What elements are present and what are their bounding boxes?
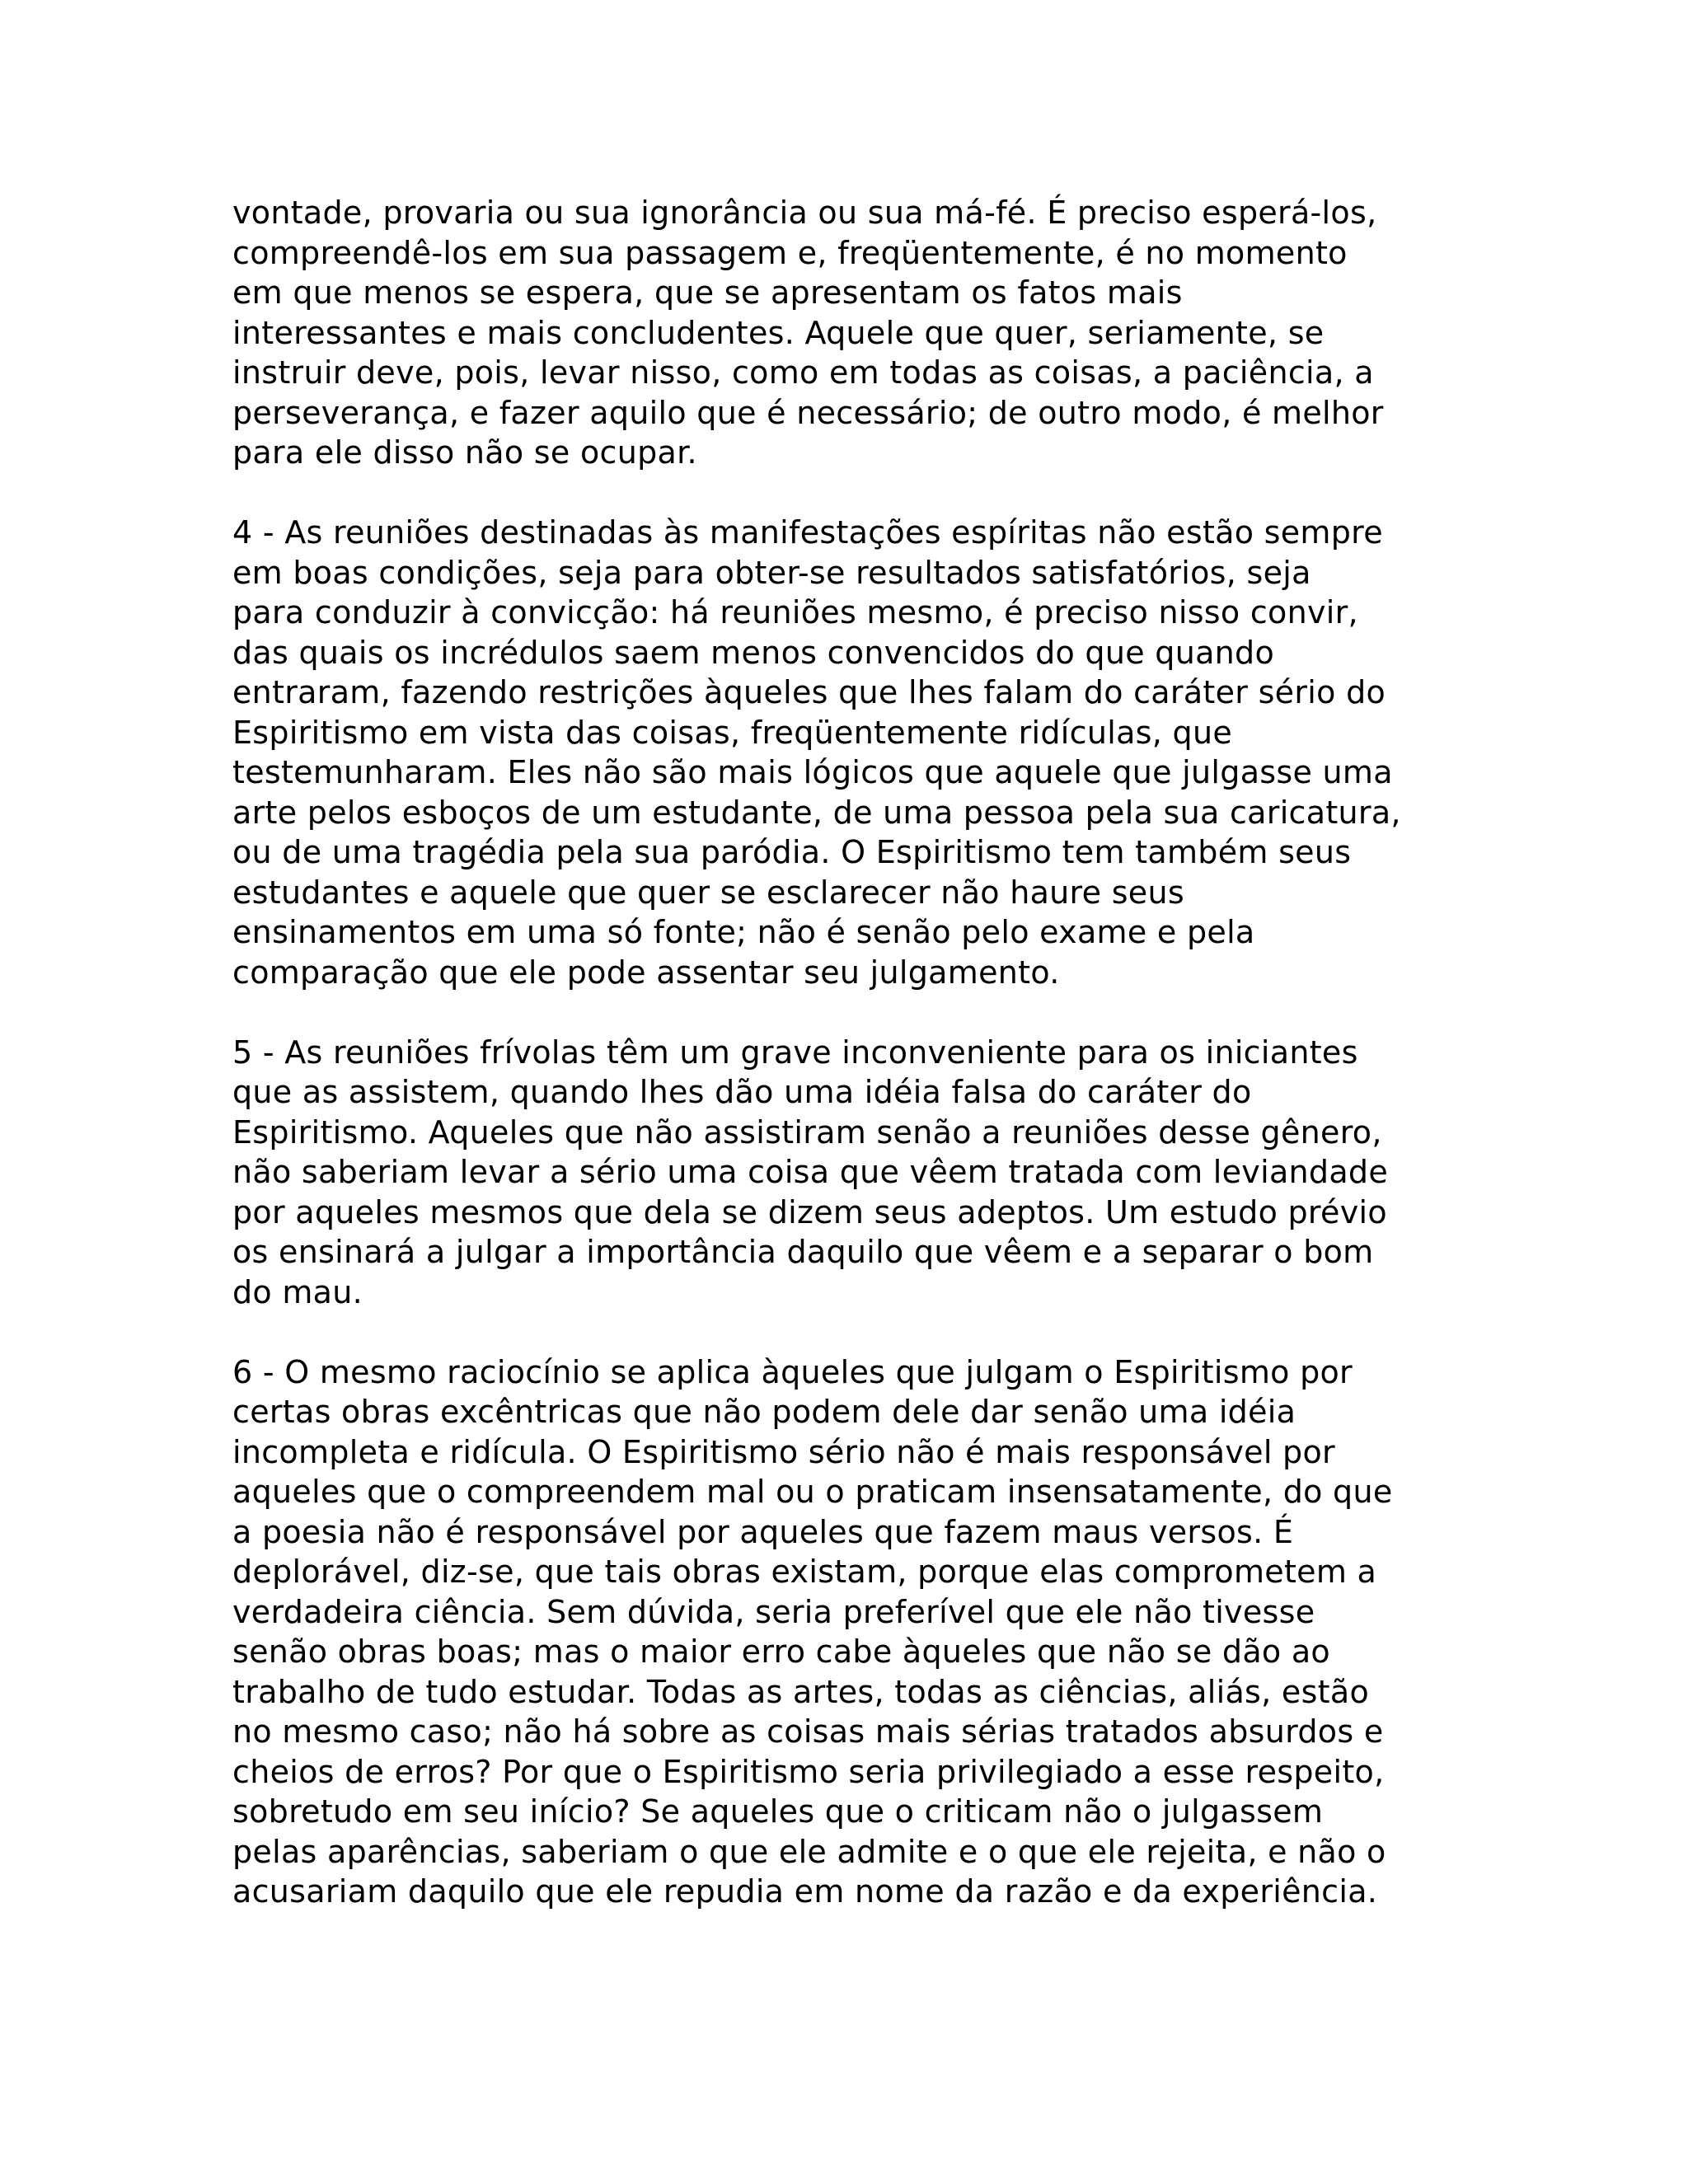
text-line: incompleta e ridícula. O Espiritismo sério não é mais responsável por — [232, 1433, 1335, 1470]
text-line: pelas aparências, saberiam o que ele admite e o que ele rejeita, e não o — [232, 1833, 1386, 1870]
text-line: cheios de erros? Por que o Espiritismo seria privilegiado a esse respeito, — [232, 1753, 1385, 1790]
text-line: para ele disso não se ocupar. — [232, 434, 697, 471]
text-line: deplorável, diz-se, que tais obras existam, porque elas comprometem a — [232, 1554, 1377, 1590]
text-line: trabalho de tudo estudar. Todas as artes, todas as ciências, aliás, estão — [232, 1673, 1370, 1710]
body-text — [232, 193, 1485, 1952]
text-line: por aqueles mesmos que dela se dizem seus adeptos. Um estudo prévio — [232, 1193, 1387, 1230]
text-line: os ensinará a julgar a importância daquilo que vêem e a separar o bom — [232, 1234, 1374, 1270]
text-line: das quais os incrédulos saem menos convencidos do que quando — [232, 634, 1275, 671]
text-line: certas obras excêntricas que não podem dele dar senão uma idéia — [232, 1394, 1296, 1430]
paragraph-item-5 — [232, 1033, 1485, 1313]
text-line: senão obras boas; mas o maior erro cabe àqueles que não se dão ao — [232, 1633, 1330, 1670]
text-line: sobretudo em seu início? Se aqueles que o criticam não o julgassem — [232, 1793, 1324, 1830]
text-line: ou de uma tragédia pela sua paródia. O Espiritismo tem também seus — [232, 834, 1352, 870]
paragraph-item-6 — [232, 1352, 1485, 1912]
text-line: comparação que ele pode assentar seu julgamento. — [232, 954, 1060, 991]
text-line: a poesia não é responsável por aqueles que fazem maus versos. É — [232, 1513, 1294, 1550]
text-line: não saberiam levar a sério uma coisa que vêem tratada com leviandade — [232, 1154, 1389, 1190]
paragraph-continuation — [232, 193, 1485, 473]
text-line: perseverança, e fazer aquilo que é necessário; de outro modo, é melhor — [232, 394, 1384, 431]
text-line: 4 - As reuniões destinadas às manifestações espíritas não estão sempre — [232, 514, 1383, 551]
text-line: verdadeira ciência. Sem dúvida, seria preferível que ele não tivesse — [232, 1593, 1315, 1630]
text-line: 6 - O mesmo raciocínio se aplica àqueles que julgam o Espiritismo por — [232, 1353, 1353, 1390]
paragraph-item-4 — [232, 513, 1485, 992]
text-line: estudantes e aquele que quer se esclarecer não haure seus — [232, 874, 1184, 911]
text-line: aqueles que o compreendem mal ou o praticam insensatamente, do que — [232, 1474, 1393, 1510]
text-line: em que menos se espera, que se apresentam os fatos mais — [232, 274, 1183, 311]
text-line: vontade, provaria ou sua ignorância ou sua má-fé. É preciso esperá-los, — [232, 194, 1377, 231]
text-line: testemunharam. Eles não são mais lógicos que aquele que julgasse uma — [232, 754, 1393, 790]
text-line: entraram, fazendo restrições àqueles que lhes falam do caráter sério do — [232, 674, 1386, 710]
text-line: Espiritismo em vista das coisas, freqüentemente ridículas, que — [232, 714, 1233, 751]
text-line: no mesmo caso; não há sobre as coisas mais sérias tratados absurdos e — [232, 1713, 1384, 1750]
text-line: arte pelos esboços de um estudante, de uma pessoa pela sua caricatura, — [232, 794, 1401, 831]
text-line: em boas condições, seja para obter-se resultados satisfatórios, seja — [232, 554, 1311, 591]
text-line: Espiritismo. Aqueles que não assistiram senão a reuniões desse gênero, — [232, 1113, 1382, 1151]
text-line: do mau. — [232, 1273, 363, 1310]
text-line: acusariam daquilo que ele repudia em nome da razão e da experiência. — [232, 1873, 1378, 1910]
text-line: 5 - As reuniões frívolas têm um grave inconveniente para os iniciantes — [232, 1033, 1358, 1071]
text-line: que as assistem, quando lhes dão uma idéia falsa do caráter do — [232, 1074, 1252, 1110]
text-line: para conduzir à convicção: há reuniões mesmo, é preciso nisso convir, — [232, 594, 1358, 630]
text-line: compreendê-los em sua passagem e, freqüentemente, é no momento — [232, 234, 1348, 271]
text-line: ensinamentos em uma só fonte; não é senão pelo exame e pela — [232, 914, 1255, 950]
text-line: instruir deve, pois, levar nisso, como em todas as coisas, a paciência, a — [232, 354, 1374, 391]
text-line: interessantes e mais concludentes. Aquele que quer, seriamente, se — [232, 314, 1325, 351]
